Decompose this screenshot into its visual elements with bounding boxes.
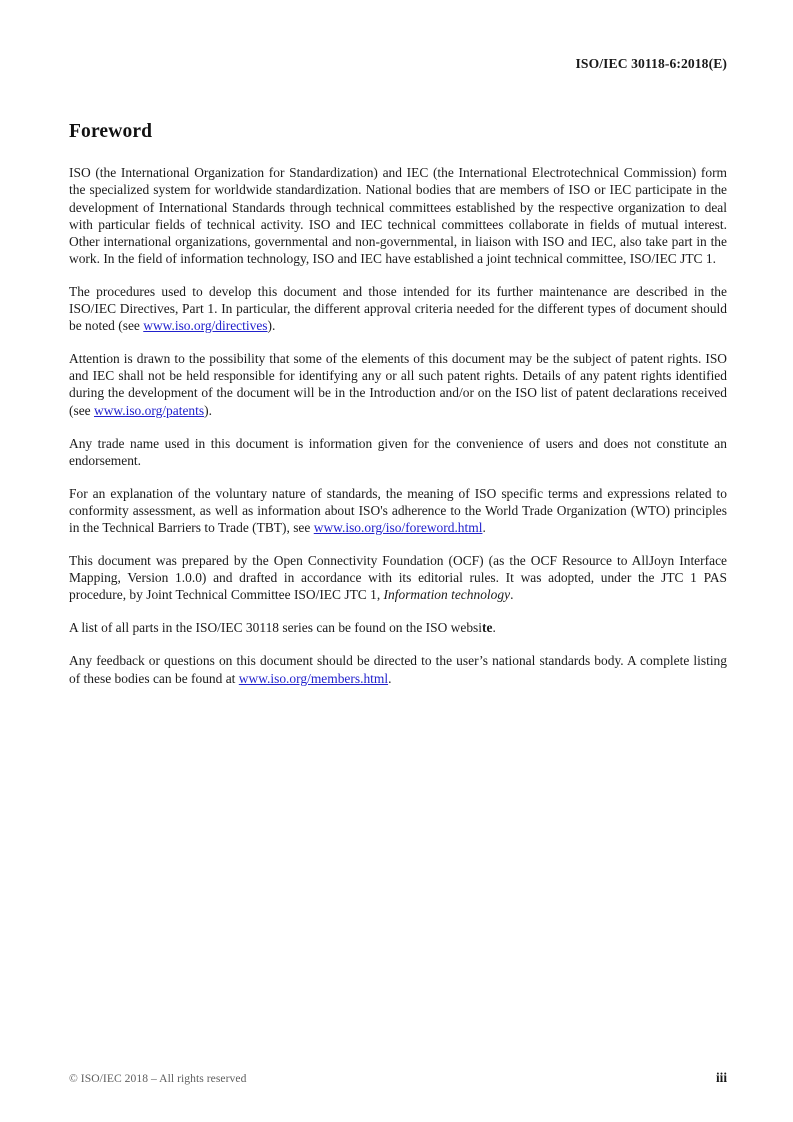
foreword-paragraph-6	[69, 552, 727, 603]
paragraph-text: Attention is drawn to the possibility that some of the elements of this document may be the subject of patent rights. ISO and IEC shall not be held responsible for identifying any or all such patent rights. Details of any patent rights identified during the development of the document will be in the Introduction and/or on the ISO list of patent declarations received (see	[69, 351, 727, 418]
foreword-paragraph-7	[69, 619, 727, 636]
paragraph-text-tail: ).	[204, 402, 212, 418]
link-iso-foreword[interactable]: www.iso.org/iso/foreword.html	[313, 519, 483, 535]
paragraph-text-tail: .	[510, 587, 514, 603]
paragraph-text: Any feedback or questions on this document should be directed to the user’s national standards body. A complete listing of these bodies can be found at	[69, 653, 727, 686]
paragraph-text: A list of all parts in the ISO/IEC 30118 series can be found on the ISO websi	[69, 620, 483, 636]
foreword-paragraph-4	[69, 435, 727, 469]
paragraph-text-tail: .	[492, 620, 496, 636]
foreword-paragraph-1	[69, 164, 727, 267]
paragraph-text-tail: ).	[267, 318, 276, 334]
link-iso-members[interactable]: www.iso.org/members.html	[238, 670, 389, 686]
copyright-notice: © ISO/IEC 2018 – All rights reserved	[69, 1072, 247, 1085]
paragraph-text-tail: .	[388, 670, 392, 686]
paragraph-text: Any trade name used in this document is information given for the convenience of users and does not constitute an endorsement.	[69, 435, 727, 468]
paragraph-text: For an explanation of the voluntary nature of standards, the meaning of ISO specific terms and expressions related to conformity assessment, as well as information about ISO's adherence to the World Trade Organization (WTO) principles in the Technical Barriers to Trade (TBT), see	[69, 485, 727, 535]
page-number: iii	[716, 1070, 727, 1085]
link-iso-patents[interactable]: www.iso.org/patents	[94, 402, 205, 418]
running-header-standard-reference: ISO/IEC 30118-6:2018(E)	[575, 56, 727, 71]
foreword-paragraph-8	[69, 652, 727, 686]
paragraph-text-tail: .	[482, 519, 486, 535]
foreword-paragraph-5	[69, 485, 727, 536]
page-content	[69, 120, 727, 687]
paragraph-text-emphasis: te	[482, 620, 493, 636]
page-footer	[69, 1070, 727, 1086]
paragraph-text: This document was prepared by the Open Connectivity Foundation (OCF) (as the OCF Resource to AllJoyn Interface Mapping, Version 1.0.0) and drafted in accordance with its editorial rules. It was adopted, under the JTC 1 PAS procedure, by Joint Technical Committee ISO/IEC JTC 1,	[69, 553, 727, 603]
paragraph-text: The procedures used to develop this document and those intended for its further maintenance are described in the ISO/IEC Directives, Part 1. In particular, the different approval criteria needed for the different types of document should be noted (see	[69, 283, 727, 334]
page-title: Foreword	[69, 121, 153, 142]
paragraph-text: ISO (the International Organization for Standardization) and IEC (the International Electrotechnical Commission) form the specialized system for worldwide standardization. National bodies that are members of ISO or IEC participate in the development of International Standards through technical committees established by the respective organization to deal with particular fields of technical activity. ISO and IEC technical committees collaborate in fields of mutual interest. Other international organizations, governmental and non-governmental, in liaison with ISO and IEC, also take part in the work. In the field of information technology, ISO and IEC have established a joint technical committee, ISO/IEC JTC 1.	[69, 165, 727, 266]
foreword-paragraph-3	[69, 350, 727, 418]
link-iso-directives[interactable]: www.iso.org/directives	[143, 318, 268, 334]
standard-scope-title: Information technology	[383, 587, 511, 603]
foreword-paragraph-2	[69, 283, 727, 334]
